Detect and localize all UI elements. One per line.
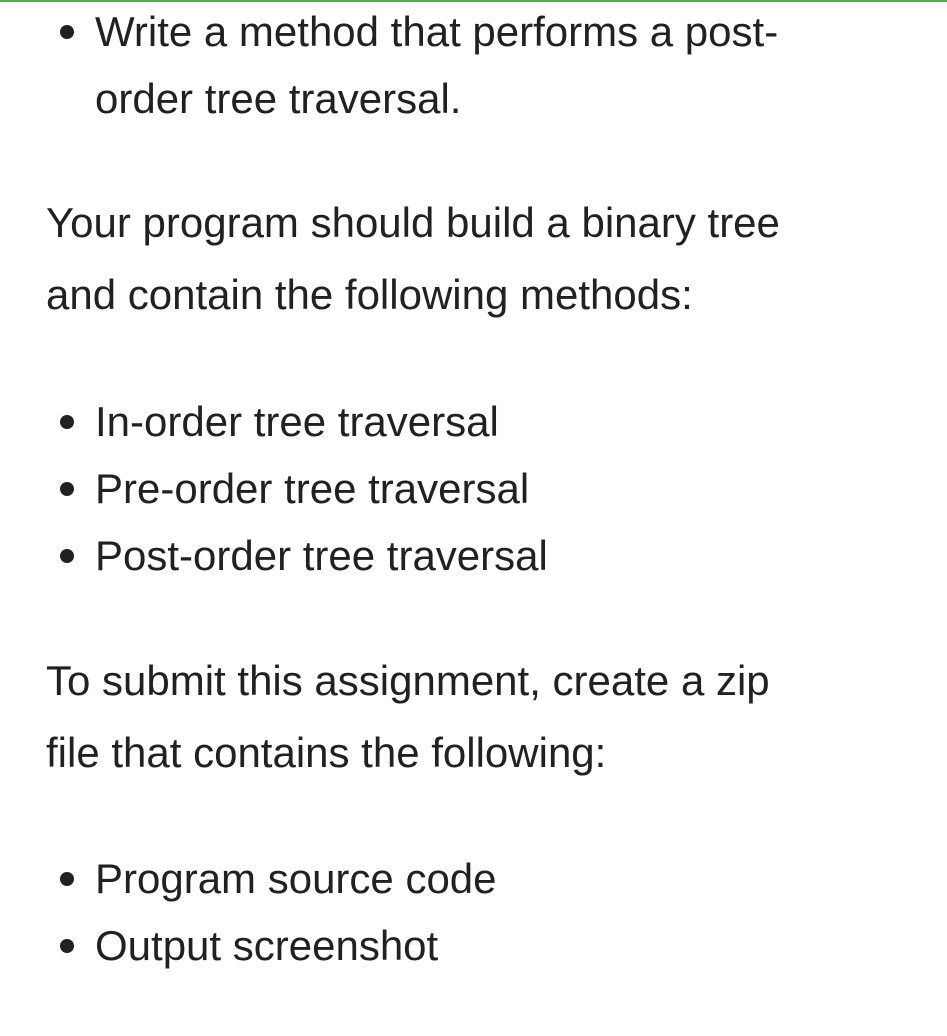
list-item-text: Post-order tree traversal: [95, 532, 548, 579]
list-item: [0, 0, 900, 132]
list-item-line: order tree traversal.: [95, 75, 462, 122]
list-item-line: Write a method that performs a post-: [95, 8, 779, 55]
list-item: [0, 845, 900, 912]
list-item: [0, 455, 900, 522]
paragraph-submit: [46, 645, 906, 789]
list-item: [0, 912, 900, 979]
paragraph-line: and contain the following methods:: [46, 271, 693, 318]
bullet-icon: [60, 872, 74, 886]
list-item-text: Program source code: [95, 855, 497, 902]
bullet-icon: [60, 415, 74, 429]
bullet-icon: [60, 25, 74, 39]
list-item-text: Pre-order tree traversal: [95, 465, 530, 512]
list-item: [0, 522, 900, 589]
list-item-text: In-order tree traversal: [95, 398, 499, 445]
paragraph-line: file that contains the following:: [46, 729, 607, 776]
list-item-text: Output screenshot: [95, 922, 439, 969]
list-item: [0, 388, 900, 455]
bullet-list-methods: [0, 388, 900, 589]
paragraph-line: To submit this assignment, create a zip: [46, 657, 770, 704]
bullet-icon: [60, 482, 74, 496]
bullet-list-first: [0, 0, 900, 132]
bullet-list-submit: [0, 845, 900, 979]
paragraph-line: Your program should build a binary tree: [46, 199, 780, 246]
bullet-icon: [60, 549, 74, 563]
bullet-icon: [60, 939, 74, 953]
paragraph-build-tree: [46, 187, 906, 331]
